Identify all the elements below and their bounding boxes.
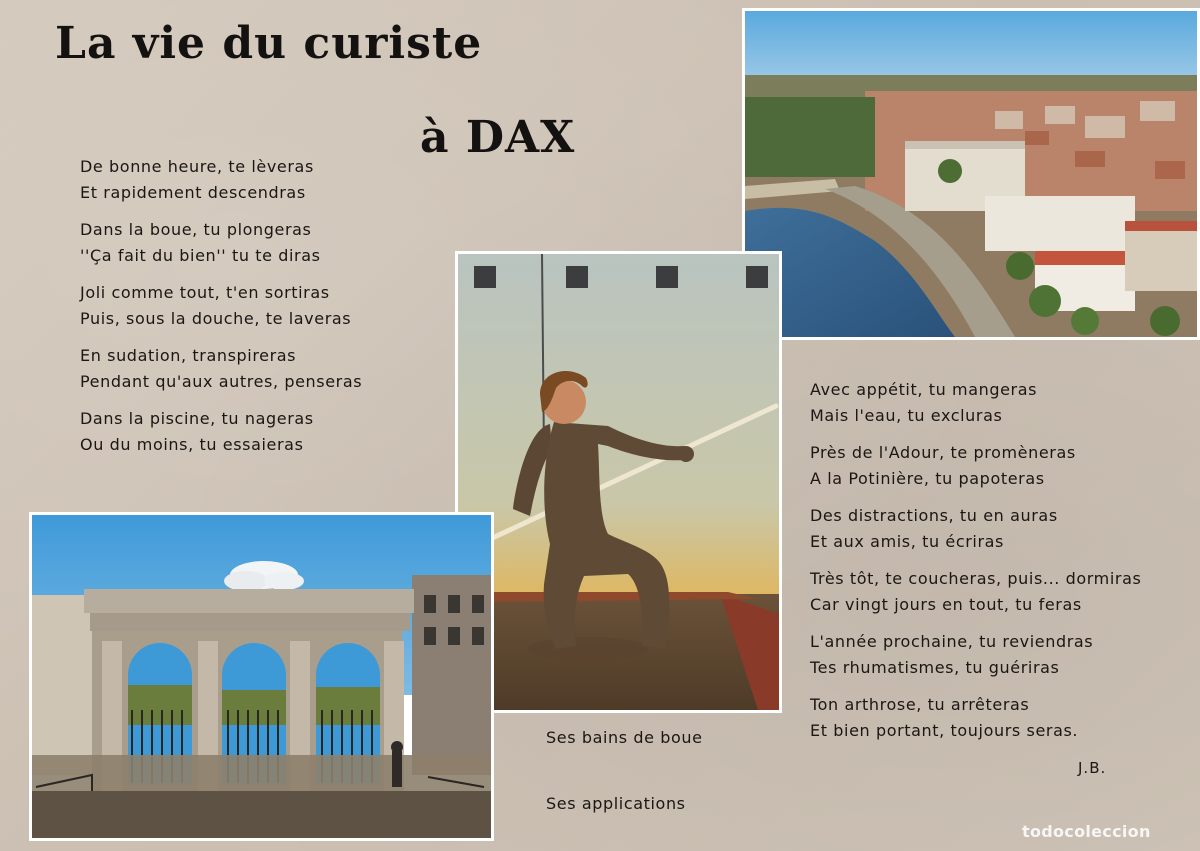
poem-line: Et rapidement descendras — [80, 183, 306, 202]
poem-right — [810, 377, 1141, 755]
poem-left — [80, 154, 362, 469]
poem-line: Dans la piscine, tu nageras — [80, 409, 314, 428]
poem-line: Très tôt, te coucheras, puis... dormiras — [810, 569, 1142, 588]
watermark: todocoleccion — [1022, 822, 1151, 841]
poem-line: Mais l'eau, tu excluras — [810, 406, 1003, 425]
title-line-1: La vie du curiste — [55, 18, 483, 69]
stanza — [80, 280, 362, 332]
aerial-city-river-photo — [742, 8, 1200, 340]
caption-mud-baths: Ses bains de boue — [546, 728, 703, 747]
poem-line: A la Potinière, tu papoteras — [810, 469, 1045, 488]
stanza — [80, 343, 362, 395]
stanza — [810, 503, 1141, 555]
signature: J.B. — [1078, 759, 1107, 777]
poem-line: Ton arthrose, tu arrêteras — [810, 695, 1030, 714]
poem-line: De bonne heure, te lèveras — [80, 157, 314, 176]
poem-line: Tes rhumatismes, tu guériras — [810, 658, 1060, 677]
stanza — [810, 377, 1141, 429]
poem-line: L'année prochaine, tu reviendras — [810, 632, 1094, 651]
stone-arch-gate-photo — [29, 512, 494, 841]
stanza — [810, 440, 1141, 492]
poem-line: Joli comme tout, t'en sortiras — [80, 283, 330, 302]
poem-line: Car vingt jours en tout, tu feras — [810, 595, 1082, 614]
poem-line: Et aux amis, tu écriras — [810, 532, 1004, 551]
poem-line: En sudation, transpireras — [80, 346, 297, 365]
poem-line: Près de l'Adour, te promèneras — [810, 443, 1076, 462]
stanza — [80, 154, 362, 206]
poem-line: Ou du moins, tu essaieras — [80, 435, 304, 454]
poem-line: Et bien portant, toujours seras. — [810, 721, 1079, 740]
poem-line: Pendant qu'aux autres, penseras — [80, 372, 363, 391]
poem-line: ''Ça fait du bien'' tu te diras — [80, 246, 321, 265]
poem-line: Puis, sous la douche, te laveras — [80, 309, 352, 328]
poem-line: Avec appétit, tu mangeras — [810, 380, 1038, 399]
stanza — [80, 406, 362, 458]
stanza — [810, 629, 1141, 681]
mud-bath-bather-photo — [455, 251, 782, 713]
poem-line: Dans la boue, tu plongeras — [80, 220, 312, 239]
caption-applications: Ses applications — [546, 794, 686, 813]
title-line-2: à DAX — [420, 112, 576, 163]
stanza — [810, 692, 1141, 744]
stanza — [80, 217, 362, 269]
stanza — [810, 566, 1141, 618]
poem-line: Des distractions, tu en auras — [810, 506, 1058, 525]
